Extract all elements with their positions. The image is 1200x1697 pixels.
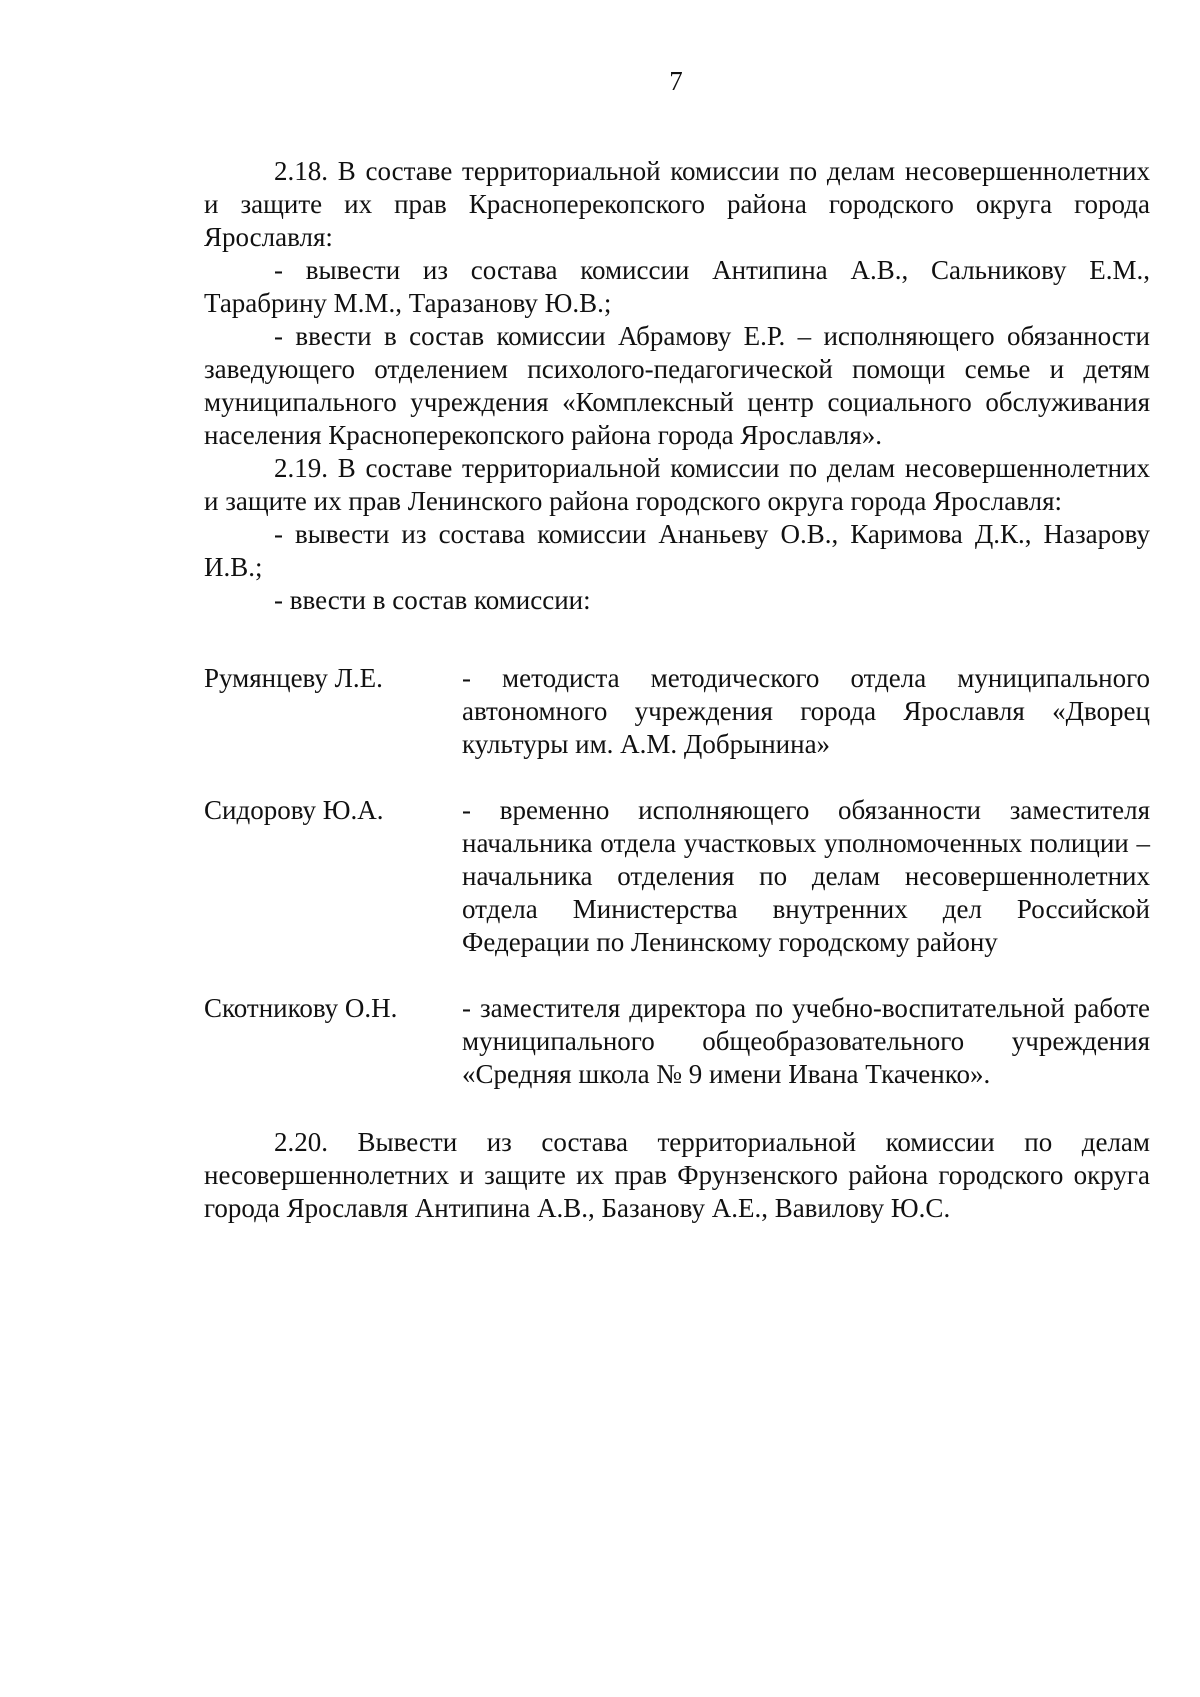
page-number: 7	[669, 66, 683, 96]
section-2-18-remove: - вывести из состава комиссии Антипина А.В., Сальникову Е.М., Тарабрину М.М., Таразанову Ю.В.;	[204, 255, 1150, 318]
person-name: Сидорову Ю.А.	[204, 795, 384, 825]
section-2-20-text: 2.20. Вывести из состава территориальной комиссии по делам несовершеннолетних и защите их прав Фрунзенского района городского округа города Ярославля Антипина А.В., Базанову А.Е., Вавилову Ю.С.	[204, 1127, 1150, 1223]
person-entry	[204, 794, 1150, 959]
spacer	[204, 761, 1150, 794]
section-2-19-intro: 2.19. В составе территориальной комиссии по делам несовершеннолетних и защите их прав Ленинского района городского округа города Ярославля:	[204, 453, 1150, 516]
spacer	[204, 1091, 1150, 1126]
person-entry	[204, 992, 1150, 1091]
section-2-18-add: - ввести в состав комиссии Абрамову Е.Р. – исполняющего обязанности заведующего отделением психолого-педагогической помощи семье и детям муниципального учреждения «Комплексный центр социального обслуживания населения Красноперекопского района города Ярославля».	[204, 321, 1150, 450]
person-entry	[204, 662, 1150, 761]
person-role: - методиста методического отдела муниципального автономного учреждения города Ярославля «Дворец культуры им. А.М. Добрынина»	[462, 663, 1150, 759]
spacer	[204, 617, 1150, 662]
section-2-19-add-label: - ввести в состав комиссии:	[274, 585, 591, 615]
section-2-19-remove: - вывести из состава комиссии Ананьеву О.В., Каримова Д.К., Назарову И.В.;	[204, 519, 1150, 582]
person-role: - временно исполняющего обязанности заместителя начальника отдела участковых уполномоченных полиции – начальника отделения по делам несовершеннолетних отдела Министерства внутренних дел Российской Федерации по Ленинскому городскому району	[462, 795, 1150, 957]
person-role: - заместителя директора по учебно-воспитательной работе муниципального общеобразовательного учреждения «Средняя школа № 9 имени Ивана Ткаченко».	[462, 993, 1150, 1089]
person-name: Скотникову О.Н.	[204, 993, 398, 1023]
document-body	[204, 155, 1150, 1225]
spacer	[204, 959, 1150, 992]
section-2-18-intro: 2.18. В составе территориальной комиссии по делам несовершеннолетних и защите их прав Красноперекопского района городского округа города Ярославля:	[204, 156, 1150, 252]
person-name: Румянцеву Л.Е.	[204, 663, 383, 693]
